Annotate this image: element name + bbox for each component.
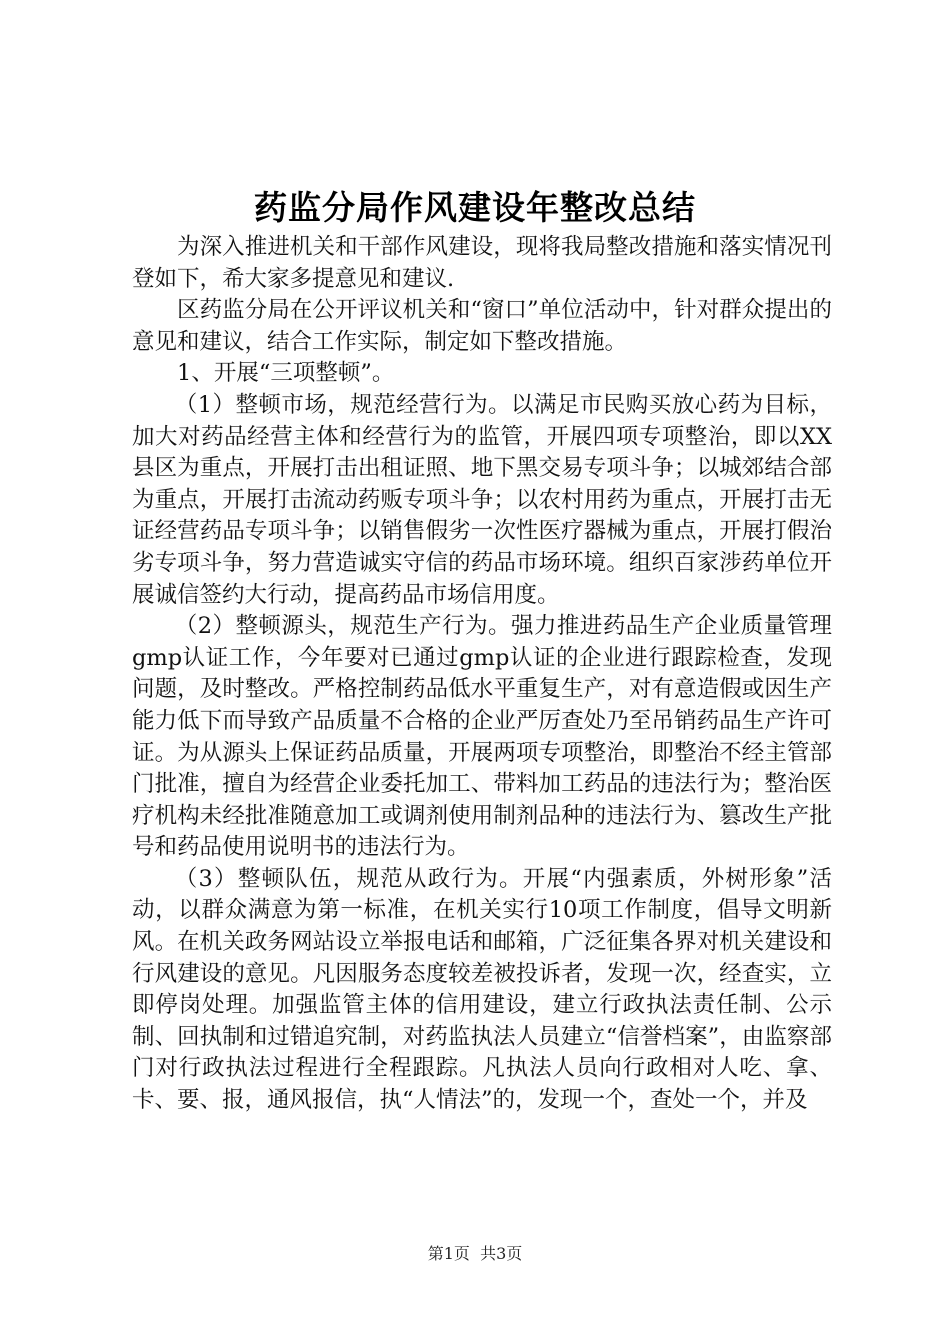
document-body xyxy=(132,232,832,1117)
section-heading-1: 1、开展“三项整顿”。 xyxy=(177,360,395,387)
page-total: 共3页 xyxy=(480,1244,523,1263)
document-title: 药监分局作风建设年整改总结 xyxy=(254,188,696,227)
paragraph-overview: 区药监分局在公开评议机关和“窗口”单位活动中，针对群众提出的意见和建议，结合工作实际，制定如下整改措施。 xyxy=(132,297,832,355)
paragraph-item-1: （1）整顿市场，规范经营行为。以满足市民购买放心药为目标，加大对药品经营主体和经营行为的监管，开展四项专项整治，即以XX县区为重点，开展打击出租证照、地下黑交易专项斗争；以城郊结合部为重点，开展打击流动药贩专项斗争；以农村用药为重点，开展打击无证经营药品专项斗争；以销售假劣一次性医疗器械为重点，开展打假治劣专项斗争，努力营造诚实守信的药品市场环境。组织百家涉药单位开展诚信签约大行动，提高药品市场信用度。 xyxy=(132,391,832,608)
paragraph-intro: 为深入推进机关和干部作风建设，现将我局整改措施和落实情况刊登如下，希大家多提意见和建议. xyxy=(132,234,832,292)
page-footer xyxy=(0,1243,950,1265)
paragraph-item-3: （3）整顿队伍，规范从政行为。开展“内强素质，外树形象”活动，以群众满意为第一标准，在机关实行10项工作制度，倡导文明新风。在机关政务网站设立举报电话和邮箱，广泛征集各界对机关建设和行风建设的意见。凡因服务态度较差被投诉者，发现一次，经查实，立即停岗处理。加强监管主体的信用建设，建立行政执法责任制、公示制、回执制和过错追究制，对药监执法人员建立“信誉档案”，由监察部门对行政执法过程进行全程跟踪。凡执法人员向行政相对人吃、拿、卡、要、报，通风报信，执“人情法”的，发现一个，查处一个，并及 xyxy=(132,865,832,1114)
paragraph-item-2: （2）整顿源头，规范生产行为。强力推进药品生产企业质量管理gmp认证工作，今年要对已通过gmp认证的企业进行跟踪检查，发现问题，及时整改。严格控制药品低水平重复生产，对有意造假或因生产能力低下而导致产品质量不合格的企业严厉查处乃至吊销药品生产许可证。为从源头上保证药品质量，开展两项专项整治，即整治不经主管部门批准，擅自为经营企业委托加工、带料加工药品的违法行为；整治医疗机构未经批准随意加工或调剂使用制剂品种的违法行为、篡改生产批号和药品使用说明书的违法行为。 xyxy=(132,613,832,861)
page-number: 第1页 xyxy=(427,1244,470,1263)
